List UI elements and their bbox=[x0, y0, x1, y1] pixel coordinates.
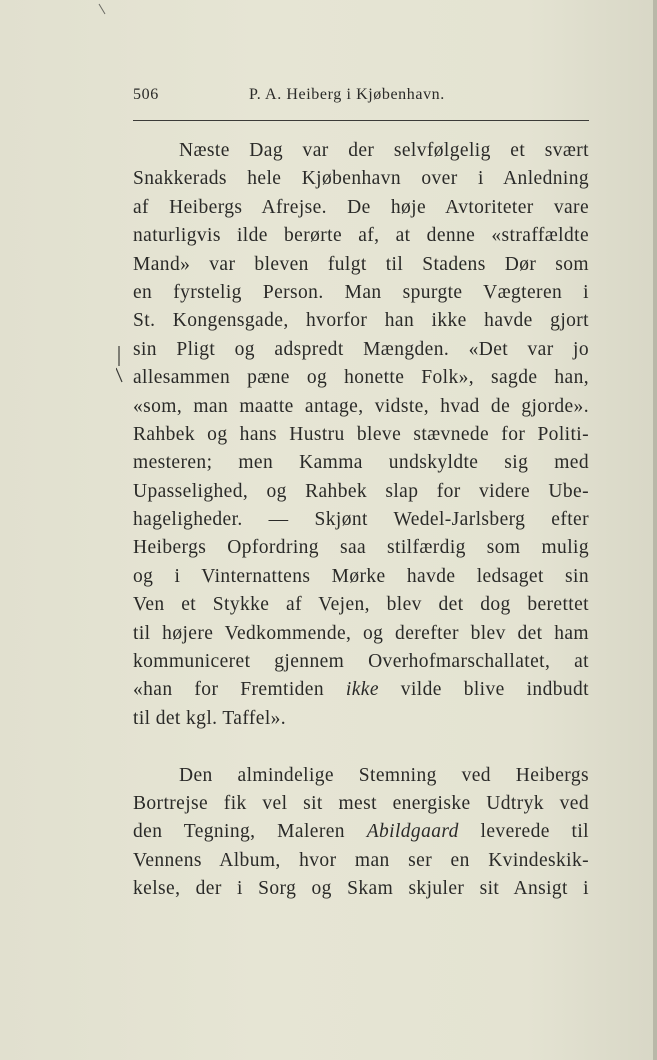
text-line: af Heibergs Afrejse. De høje Avtoriteter vare bbox=[133, 196, 589, 218]
line-segment: leverede til bbox=[458, 821, 589, 843]
text-line: Ven et Stykke af Vejen, blev det dog berettet bbox=[133, 594, 589, 616]
text-line: kelse, der i Sorg og Skam skjuler sit Ansigt i bbox=[133, 878, 589, 900]
text-line-with-italic bbox=[133, 676, 589, 704]
text-line: hageligheder. — Skjønt Wedel-Jarlsberg efter bbox=[133, 509, 589, 531]
text-line: Rahbek og hans Hustru bleve stævnede for Politi- bbox=[133, 423, 589, 445]
text-line: mesteren; men Kamma undskyldte sig med bbox=[133, 452, 589, 474]
text-line: Næste Dag var der selvfølgelig et svært bbox=[179, 140, 589, 161]
text-line: naturligvis ilde berørte af, at denne «straffældte bbox=[133, 225, 589, 247]
text-line: og i Vinternattens Mørke havde ledsaget sin bbox=[133, 565, 589, 587]
italic-word: ikke bbox=[345, 679, 379, 701]
text-line: «som, man maatte antage, vidste, hvad de gjorde». bbox=[133, 395, 589, 417]
scan-mark bbox=[97, 2, 107, 16]
page-number: 506 bbox=[133, 86, 159, 103]
page-header bbox=[133, 86, 589, 110]
text-line: Heibergs Opfordring saa stilfærdig som mulig bbox=[133, 537, 589, 559]
running-title: P. A. Heiberg i Kjøbenhavn. bbox=[249, 86, 445, 103]
header-rule bbox=[133, 120, 589, 121]
line-segment: «han for Fremtiden bbox=[133, 679, 346, 701]
text-line: Den almindelige Stemning ved Heibergs bbox=[179, 764, 589, 786]
text-line: Snakkerads hele Kjøbenhavn over i Anledning bbox=[133, 168, 589, 190]
margin-check-mark bbox=[116, 344, 128, 384]
text-line: allesammen pæne og honette Folk», sagde han, bbox=[133, 367, 589, 389]
text-line: Upasselighed, og Rahbek slap for videre Ube- bbox=[133, 480, 589, 502]
text-line: til højere Vedkommende, og derefter blev det ham bbox=[133, 622, 589, 644]
text-line: kommuniceret gjennem Overhofmarschallatet, at bbox=[133, 651, 589, 673]
line-segment: vilde blive indbudt bbox=[378, 679, 589, 701]
text-line: Mand» var bleven fulgt til Stadens Dør som bbox=[133, 253, 589, 275]
text-line-with-italic bbox=[133, 818, 589, 846]
text-line: St. Kongensgade, hvorfor han ikke havde gjort bbox=[133, 310, 589, 332]
text-line: en fyrstelig Person. Man spurgte Vægteren i bbox=[133, 281, 589, 303]
body-text bbox=[133, 137, 589, 904]
text-line: Vennens Album, hvor man ser en Kvindeskik- bbox=[133, 849, 589, 871]
page-edge bbox=[653, 0, 657, 1060]
text-line: Bortrejse fik vel sit mest energiske Udtryk ved bbox=[133, 792, 589, 814]
text-line: sin Pligt og adspredt Mængden. «Det var jo bbox=[133, 338, 589, 360]
line-segment: den Tegning, Maleren bbox=[133, 821, 367, 843]
text-line: til det kgl. Taffel». bbox=[133, 707, 287, 729]
paragraph-gap bbox=[133, 733, 589, 761]
italic-name: Abildgaard bbox=[366, 821, 459, 843]
